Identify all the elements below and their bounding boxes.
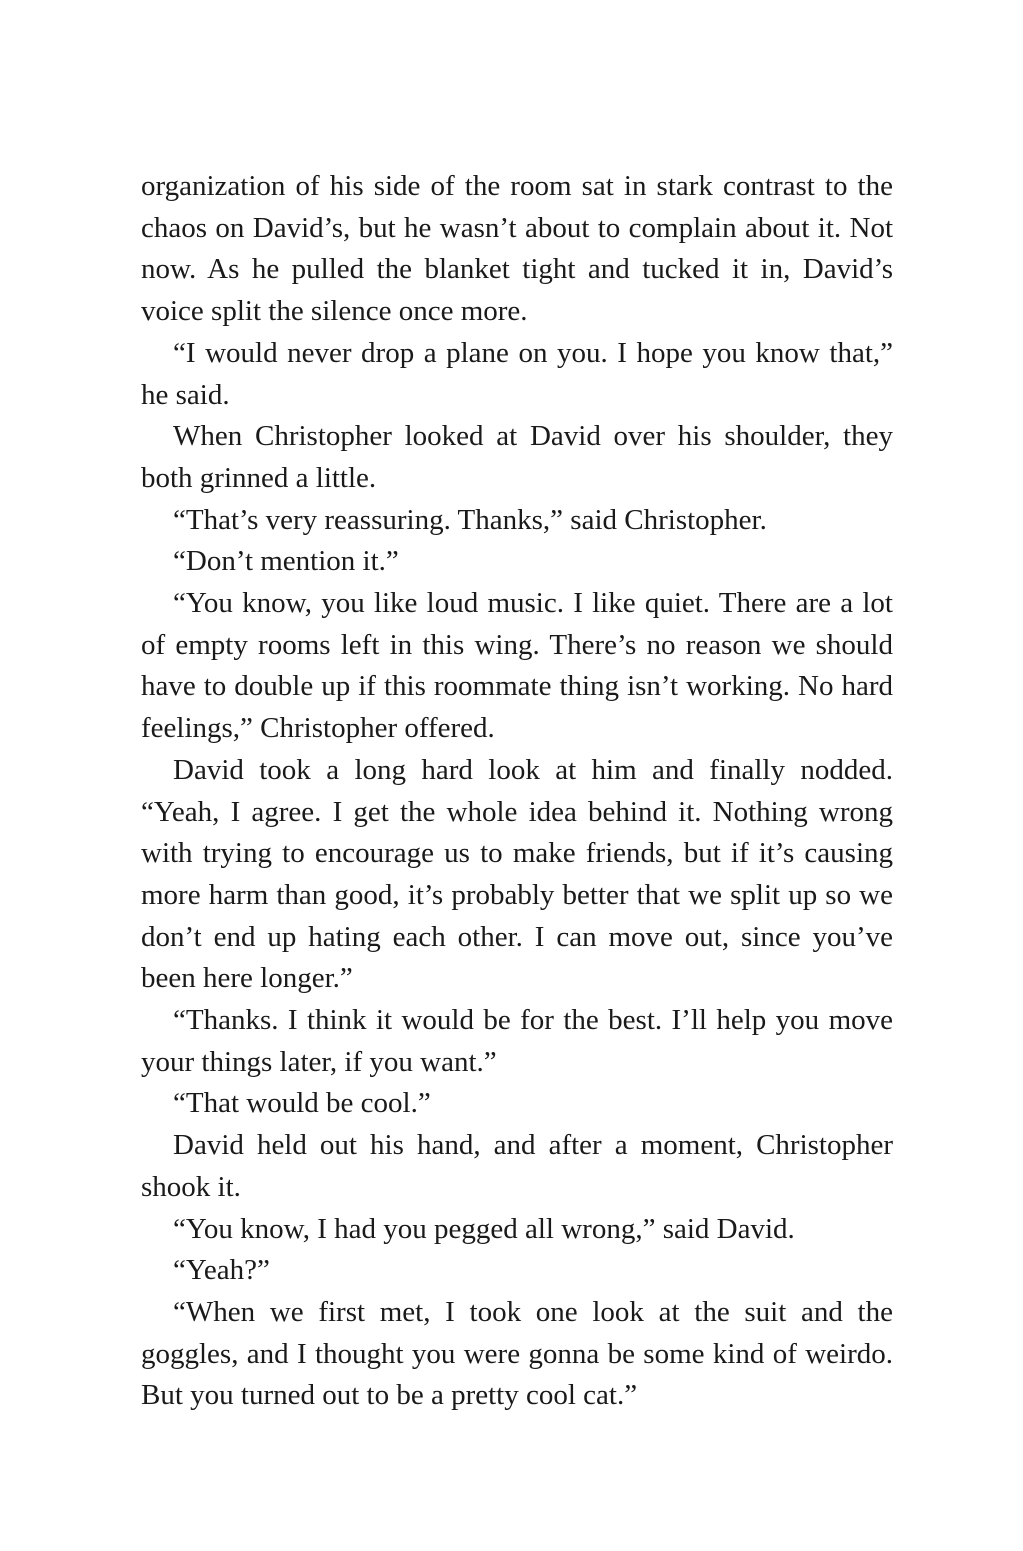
paragraph: “Thanks. I think it would be for the best. I’ll help you move your things later, if you want.” — [141, 1004, 893, 1078]
paragraph: “When we first met, I took one look at the suit and the goggles, and I thought you were gonna be some kind of weirdo. But you turned out to be a pretty cool cat.” — [141, 1295, 893, 1412]
paragraph: When Christopher looked at David over his shoulder, they both grinned a little. — [141, 420, 893, 494]
body-text — [141, 166, 893, 1417]
paragraph: “That’s very reassuring. Thanks,” said Christopher. — [173, 503, 767, 536]
paragraph: “That would be cool.” — [173, 1087, 431, 1120]
paragraph: “Yeah?” — [173, 1254, 270, 1287]
paragraph: David took a long hard look at him and finally nodded. “Yeah, I agree. I get the whole idea behind it. Nothing wrong with trying to encourage us to make friends, but if it’s causing more harm than good, it’s probably better that we split up so we don’t end up hating each other. I can move out, since you’ve been here longer.” — [141, 753, 893, 995]
paragraph-continued: organization of his side of the room sat in stark contrast to the chaos on David’s, but he wasn’t about to complain about it. Not now. As he pulled the blanket tight and tucked it in, David’s voice split the silence once more. — [141, 170, 893, 328]
paragraph: “Don’t mention it.” — [173, 545, 399, 578]
paragraph: “You know, I had you pegged all wrong,” said David. — [173, 1212, 795, 1245]
paragraph: David held out his hand, and after a moment, Christopher shook it. — [141, 1129, 893, 1203]
paragraph: “I would never drop a plane on you. I hope you know that,” he said. — [141, 336, 893, 411]
paragraph: “You know, you like loud music. I like quiet. There are a lot of empty rooms left in this wing. There’s no reason we should have to double up if this roommate thing isn’t working. No hard feelings,” Christopher offered. — [141, 587, 893, 745]
